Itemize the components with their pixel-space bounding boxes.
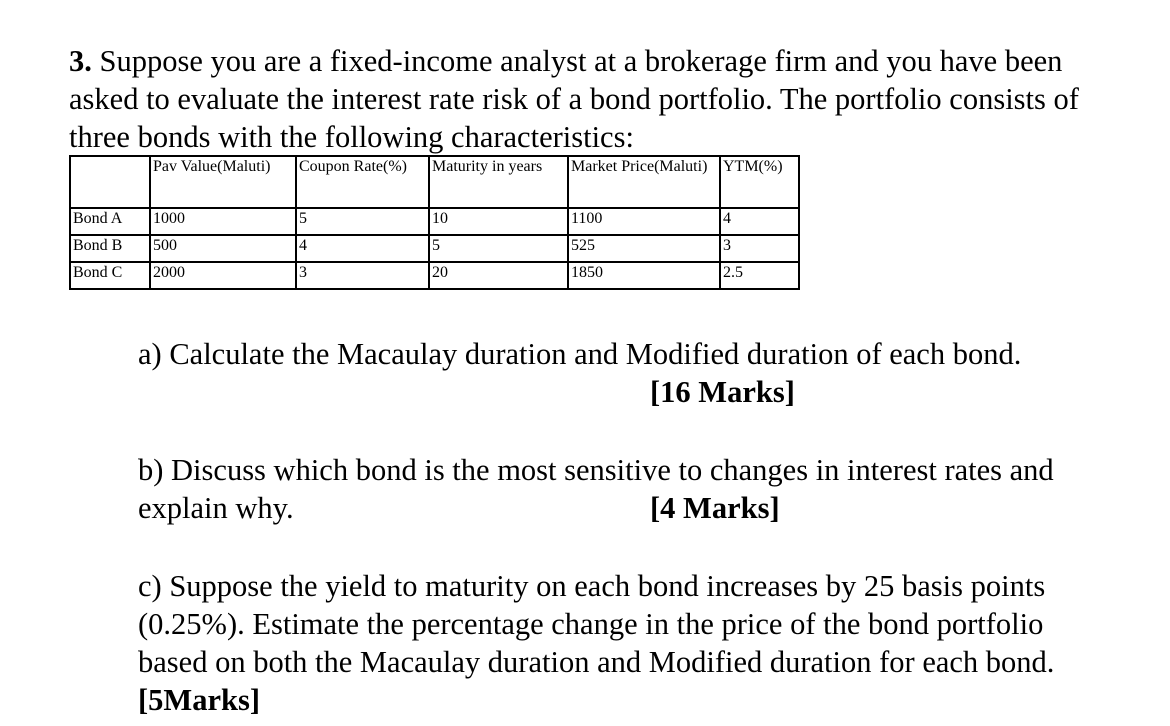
cell-market-price: 525 [568,235,720,262]
header-ytm: YTM(%) [720,156,799,208]
cell-par-value: 500 [150,235,296,262]
cell-ytm: 3 [720,235,799,262]
cell-market-price: 1850 [568,262,720,289]
question-intro [69,42,1129,156]
cell-bond-name: Bond C [70,262,150,289]
table-row [70,262,799,289]
cell-ytm: 4 [720,208,799,235]
header-par-value: Pav Value(Maluti) [150,156,296,208]
cell-bond-name: Bond A [70,208,150,235]
cell-market-price: 1100 [568,208,720,235]
part-c [138,567,1098,719]
cell-maturity: 20 [429,262,568,289]
question-intro-text: Suppose you are a fixed-income analyst at a brokerage firm and you have been asked to evaluate the interest rate risk of a bond portfolio. The portfolio consists of three bonds with the following characteristics: [69,44,1079,154]
header-blank [70,156,150,208]
part-a-text: a) Calculate the Macaulay duration and Modified duration of each bond. [138,337,1022,371]
table-row [70,235,799,262]
question-number: 3. [69,44,92,78]
part-c-text: c) Suppose the yield to maturity on each bond increases by 25 basis points (0.25%). Estimate the percentage change in the price of the bond portfolio based on both the Macaulay duration and Modified duration for each bond. [138,569,1055,679]
cell-ytm: 2.5 [720,262,799,289]
cell-coupon-rate: 5 [296,208,429,235]
cell-coupon-rate: 4 [296,235,429,262]
part-b [138,451,1098,527]
part-c-marks: [5Marks] [138,683,260,717]
cell-par-value: 2000 [150,262,296,289]
header-market-price: Market Price(Maluti) [568,156,720,208]
part-b-marks: [4 Marks] [650,491,780,525]
part-a-marks: [16 Marks] [650,375,795,409]
part-a [138,335,1098,409]
header-coupon-rate: Coupon Rate(%) [296,156,429,208]
header-maturity: Maturity in years [429,156,568,208]
table-row [70,208,799,235]
table-header-row [70,156,799,208]
cell-par-value: 1000 [150,208,296,235]
bond-table [69,155,800,290]
cell-maturity: 5 [429,235,568,262]
cell-maturity: 10 [429,208,568,235]
part-b-text: b) Discuss which bond is the most sensitive to changes in interest rates and explain why. [138,453,1054,525]
cell-coupon-rate: 3 [296,262,429,289]
cell-bond-name: Bond B [70,235,150,262]
